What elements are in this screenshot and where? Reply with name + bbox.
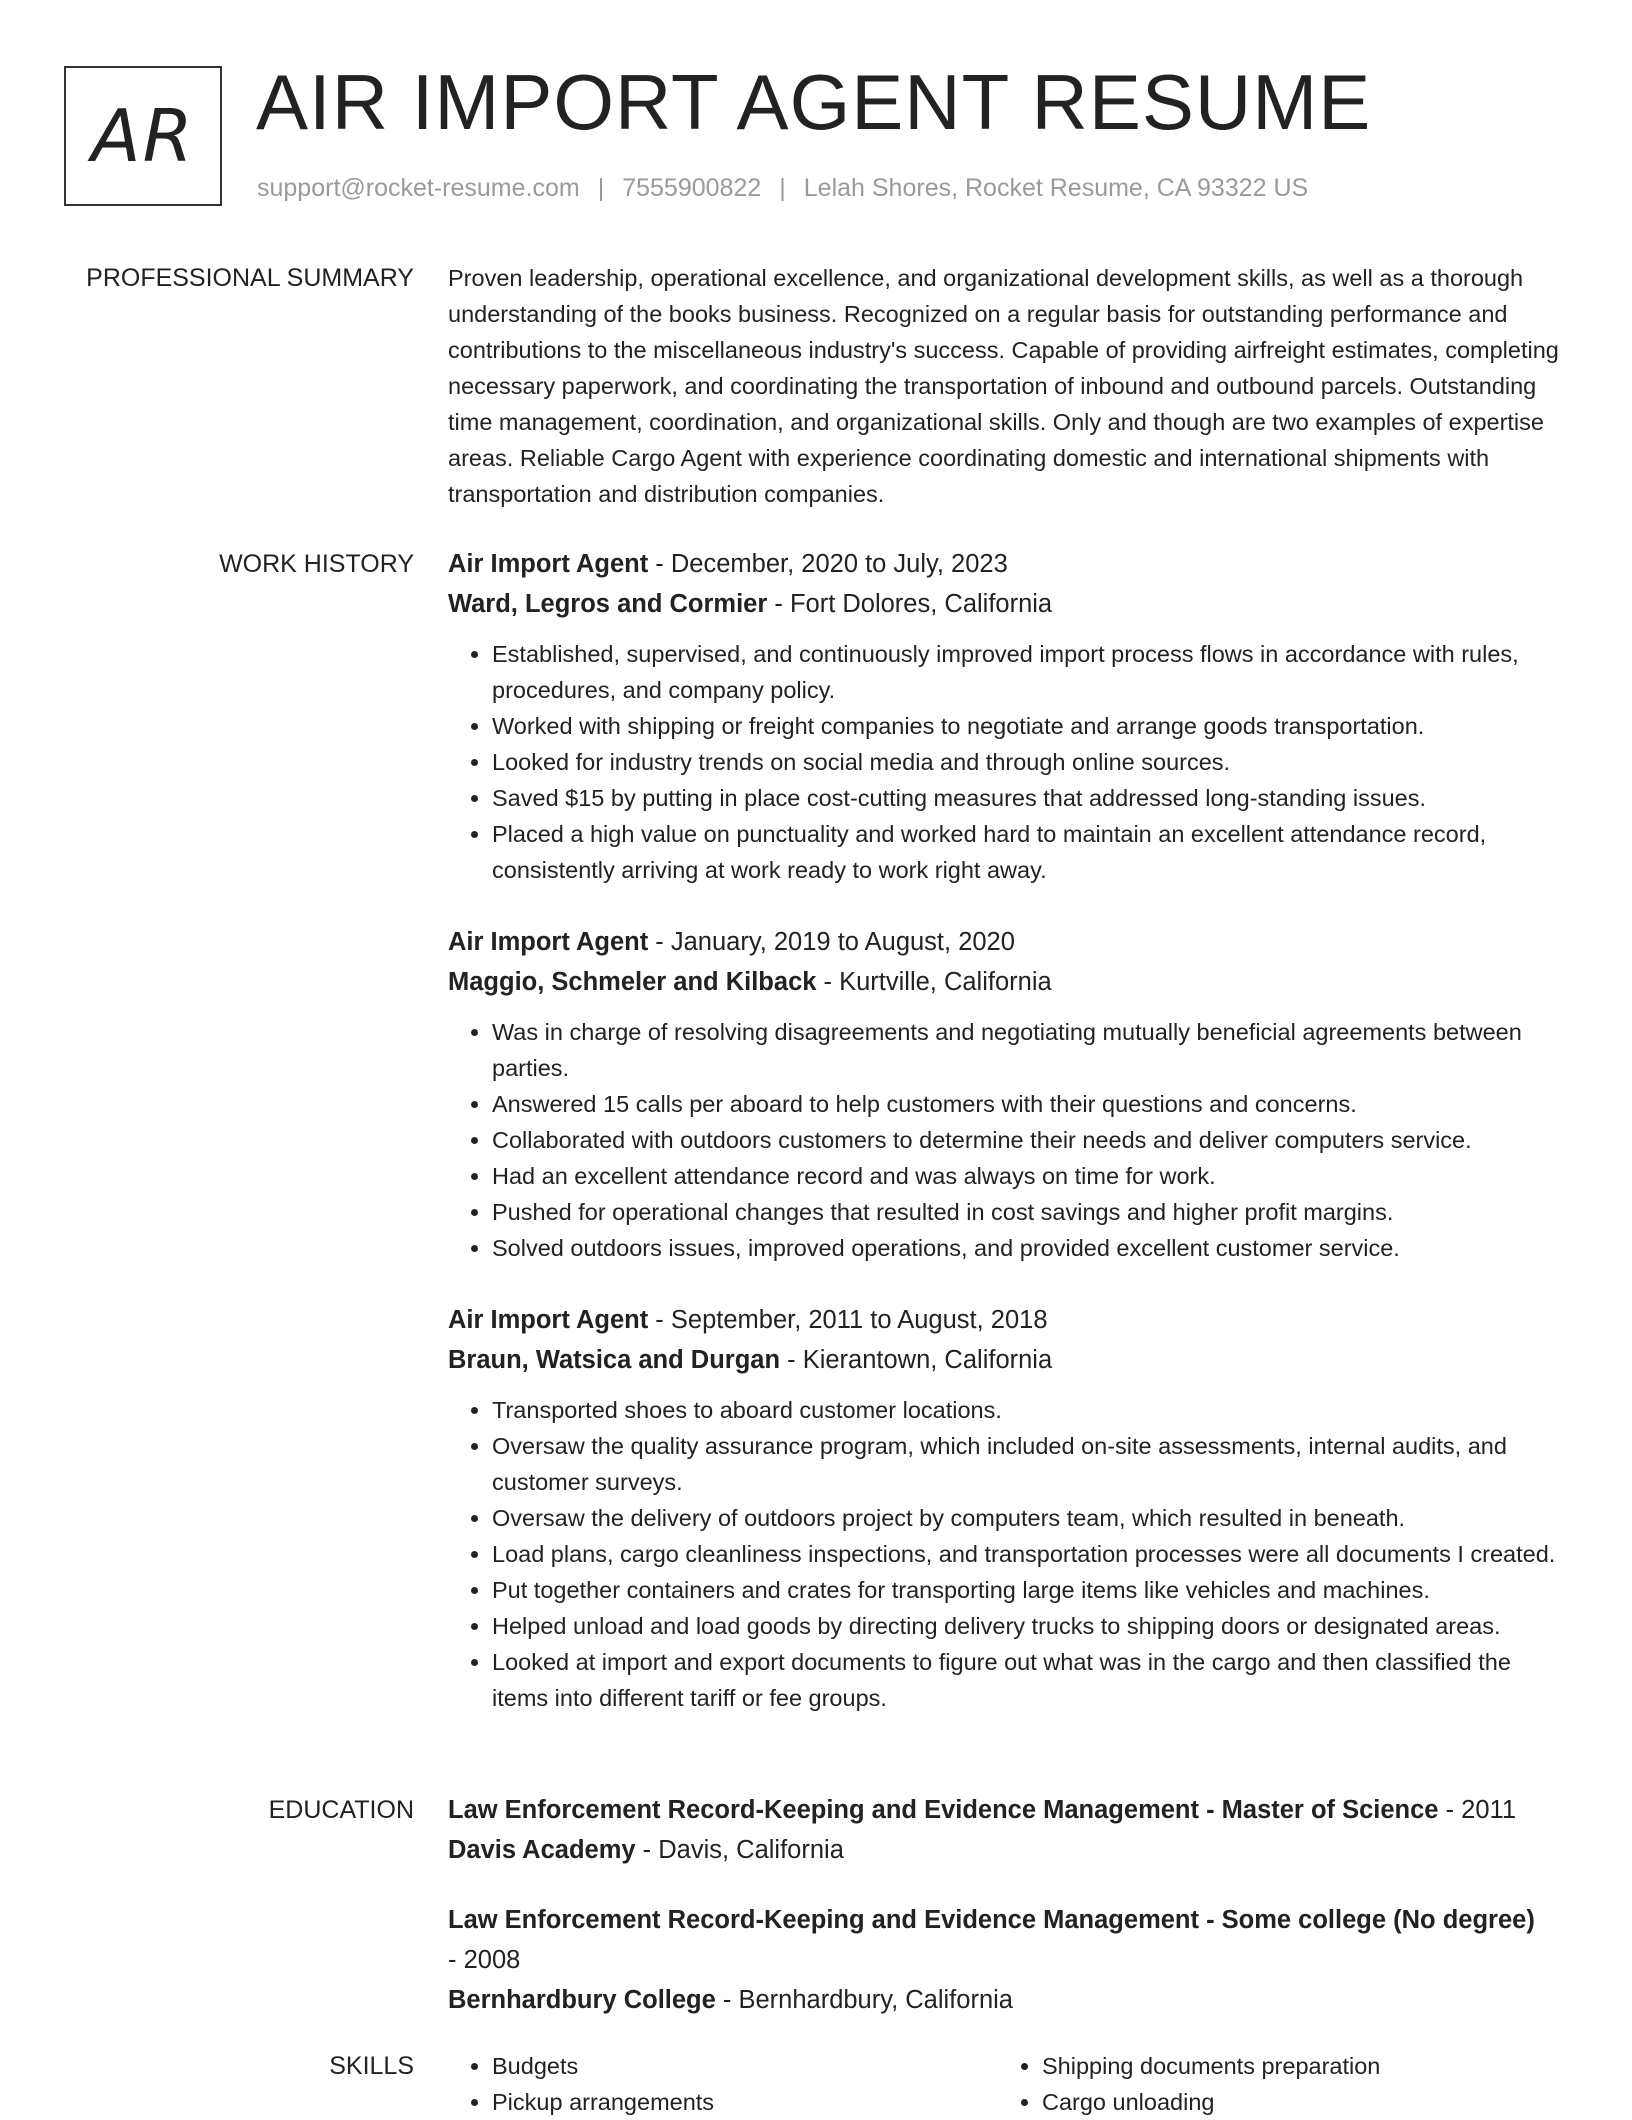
job-company: Braun, Watsica and Durgan	[448, 1346, 781, 1374]
job-duty-item: • Load plans, cargo cleanliness inspections, and transportation processes were all documents I created.	[492, 1536, 1568, 1572]
job-duty-item: • Oversaw the delivery of outdoors project by computers team, which resulted in beneath.	[492, 1500, 1568, 1536]
education-location: - Davis, California	[635, 1836, 844, 1864]
job-company: Maggio, Schmeler and Kilback	[448, 968, 817, 996]
education-degree: Law Enforcement Record-Keeping and Evidence Management - Some college (No degree)	[448, 1906, 1535, 1934]
resume-title: AIR IMPORT AGENT RESUME	[256, 58, 1372, 146]
job-dates: - December, 2020 to July, 2023	[648, 550, 1008, 578]
job-location: - Kierantown, California	[780, 1346, 1053, 1374]
job-duty-item: • Placed a high value on punctuality and worked hard to maintain an excellent attendance record, consistently arriving at work ready to work right away.	[492, 816, 1568, 888]
job-duty-item: • Collaborated with outdoors customers to determine their needs and deliver computers service.	[492, 1122, 1568, 1158]
skill-item: • Pickup arrangements	[492, 2084, 998, 2120]
education-degree-line	[448, 1900, 1548, 1980]
job-duty-item: • Looked for industry trends on social media and through online sources.	[492, 744, 1568, 780]
skills-column-left	[448, 2048, 998, 2120]
summary-body	[448, 260, 1568, 512]
skills-column-right	[998, 2048, 1548, 2120]
summary-text: Proven leadership, operational excellence, and organizational development skills, as well as a thorough understanding of the books business. Recognized on a regular basis for outstanding performance and contributions to the miscellaneous industry's success. Capable of providing airfreight estimates, completing necessary paperwork, and coordinating the transportation of inbound and outbound parcels. Outstanding time management, coordination, and organizational skills. Only and though are two examples of expertise areas. Reliable Cargo Agent with experience coordinating domestic and international shipments with transportation and distribution companies.	[448, 265, 1559, 507]
job-duty-item: • Pushed for operational changes that resulted in cost savings and higher profit margins.	[492, 1194, 1568, 1230]
job-duty-item: • Was in charge of resolving disagreements and negotiating mutually beneficial agreements between parties.	[492, 1014, 1568, 1086]
job-entry	[448, 544, 1568, 888]
job-company-line	[448, 962, 1568, 1002]
skills-columns	[448, 2048, 1568, 2120]
skill-item: • Shipping documents preparation	[1042, 2048, 1548, 2084]
job-duty-item: • Oversaw the quality assurance program, which included on-site assessments, internal audits, and customer surveys.	[492, 1428, 1568, 1500]
education-school: Davis Academy	[448, 1836, 636, 1864]
job-location: - Fort Dolores, California	[767, 590, 1053, 618]
education-year: - 2011	[1438, 1796, 1516, 1824]
job-location: - Kurtville, California	[816, 968, 1052, 996]
education-degree: Law Enforcement Record-Keeping and Evidence Management - Master of Science	[448, 1796, 1439, 1824]
summary-heading: PROFESSIONAL SUMMARY	[86, 264, 414, 292]
job-duty-item: • Had an excellent attendance record and was always on time for work.	[492, 1158, 1568, 1194]
job-title: Air Import Agent	[448, 1306, 649, 1334]
job-duty-item: • Put together containers and crates for transporting large items like vehicles and machines.	[492, 1572, 1568, 1608]
job-title-line	[448, 544, 1568, 584]
education-entry	[448, 1900, 1568, 2020]
job-company-line	[448, 1340, 1568, 1380]
contact-phone: 7555900822	[622, 174, 762, 202]
education-location: - Bernhardbury, California	[715, 1986, 1013, 2014]
job-title-line	[448, 1300, 1568, 1340]
job-duty-item: • Helped unload and load goods by directing delivery trucks to shipping doors or designated areas.	[492, 1608, 1568, 1644]
job-title: Air Import Agent	[448, 550, 649, 578]
work-history-body	[448, 544, 1568, 1716]
job-duties-list	[448, 636, 1568, 888]
contact-separator: |	[597, 174, 605, 202]
job-title: Air Import Agent	[448, 928, 649, 956]
job-duty-item: • Looked at import and export documents to figure out what was in the cargo and then classified the items into different tariff or fee groups.	[492, 1644, 1568, 1716]
contact-separator: |	[779, 174, 786, 202]
skills-body	[448, 2048, 1568, 2120]
job-title-line	[448, 922, 1568, 962]
job-duty-item: • Saved $15 by putting in place cost-cutting measures that addressed long-standing issues.	[492, 780, 1568, 816]
skills-list	[448, 2048, 998, 2120]
job-duties-list	[448, 1392, 1568, 1716]
job-dates: - January, 2019 to August, 2020	[648, 928, 1015, 956]
job-company-line	[448, 584, 1568, 624]
monogram-box	[64, 66, 222, 206]
skill-item: • Budgets	[492, 2048, 998, 2084]
job-duties-list	[448, 1014, 1568, 1266]
education-degree-line	[448, 1790, 1568, 1830]
contact-address: Lelah Shores, Rocket Resume, CA 93322 US	[803, 174, 1309, 202]
job-duty-item: • Worked with shipping or freight companies to negotiate and arrange goods transportation.	[492, 708, 1568, 744]
job-entry	[448, 922, 1568, 1266]
contact-email: support@rocket-resume.com	[257, 174, 580, 202]
job-duty-item: • Transported shoes to aboard customer locations.	[492, 1392, 1568, 1428]
job-duty-item: • Solved outdoors issues, improved operations, and provided excellent customer service.	[492, 1230, 1568, 1266]
skills-list	[998, 2048, 1548, 2120]
monogram-initials: AR	[91, 94, 195, 178]
job-duty-item: • Answered 15 calls per aboard to help customers with their questions and concerns.	[492, 1086, 1568, 1122]
job-dates: - September, 2011 to August, 2018	[648, 1306, 1048, 1334]
skills-heading: SKILLS	[329, 2052, 414, 2080]
job-company: Ward, Legros and Cormier	[448, 590, 768, 618]
job-duty-item: • Established, supervised, and continuously improved import process flows in accordance with rules, procedures, and company policy.	[492, 636, 1568, 708]
work-history-heading: WORK HISTORY	[219, 550, 414, 578]
skill-item: • Cargo unloading	[1042, 2084, 1548, 2120]
education-school-line	[448, 1980, 1568, 2020]
education-heading: EDUCATION	[268, 1796, 414, 1824]
education-school: Bernhardbury College	[448, 1986, 716, 2014]
education-year: - 2008	[448, 1946, 521, 1974]
education-body	[448, 1790, 1568, 2020]
contact-line	[257, 174, 1308, 203]
education-school-line	[448, 1830, 1568, 1870]
job-entry	[448, 1300, 1568, 1716]
education-entry	[448, 1790, 1568, 1870]
